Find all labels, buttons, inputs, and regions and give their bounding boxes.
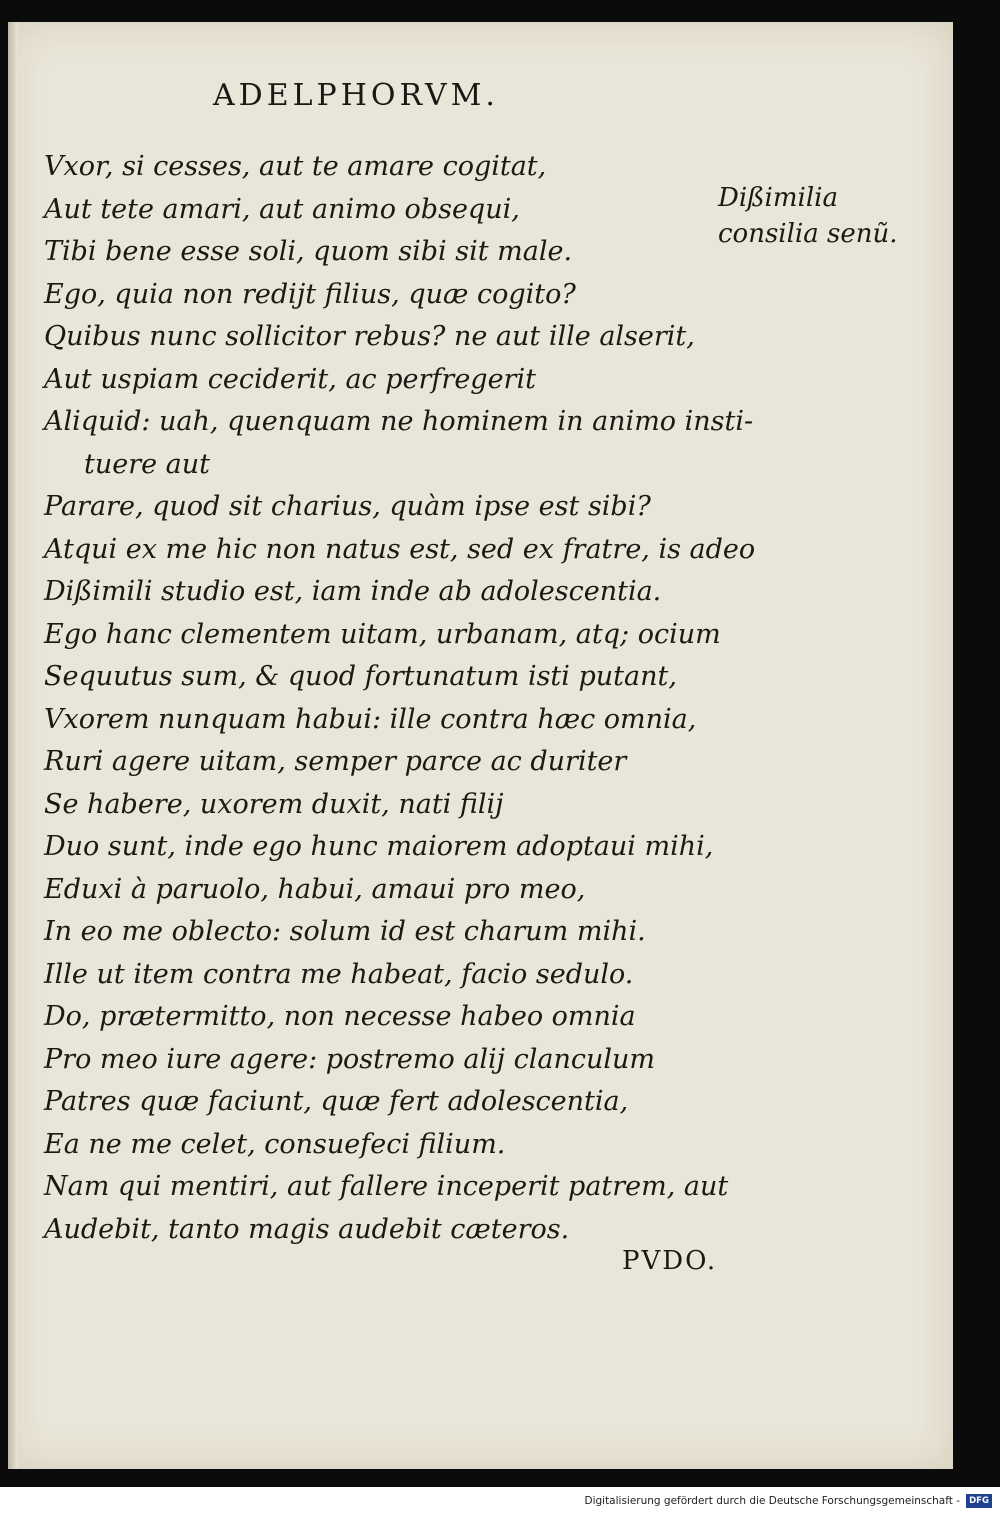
verse-line: Eduxi à paruolo, habui, amaui pro meo, [44, 873, 586, 905]
verse-line: Duo sunt, inde ego hunc maiorem adoptaui mihi, [44, 831, 714, 862]
verse-line: Ea ne me celet, consuefeci filium. [44, 1128, 506, 1160]
verse-line: Atqui ex me hic non natus est, sed ex fratre, is adeo [44, 533, 756, 565]
funding-credit: Digitalisierung gefördert durch die Deutsche Forschungsgemeinschaft - [584, 1495, 960, 1507]
verse-line: Dißimili studio est, iam inde ab adolescentia. [44, 576, 662, 607]
verse-line-continuation: tuere aut [84, 448, 211, 480]
running-header: ADELPHORVM. [213, 78, 499, 113]
verse-line: Ego hanc clementem uitam, urbanam, atq; ocium [44, 618, 721, 650]
verse-line: Aut uspiam ceciderit, ac perfregerit [44, 363, 536, 395]
verse-line: Pro meo iure agere: postremo alij clanculum [44, 1043, 656, 1075]
margin-note-line: consilia senũ. [718, 219, 898, 249]
verse-line: Quibus nunc sollicitor rebus? ne aut ille alserit, [44, 321, 695, 352]
verse-line: Parare, quod sit charius, quàm ipse est sibi? [44, 491, 651, 522]
catchword: PVDO. [622, 1246, 718, 1276]
verse-line: Aliquid: uah, quenquam ne hominem in animo insti- [44, 406, 754, 437]
verse-list [44, 146, 756, 1251]
margin-note [718, 180, 953, 252]
book-page [8, 22, 953, 1469]
verse-line: Audebit, tanto magis audebit cæteros. [44, 1213, 570, 1245]
page-edge-shadow [8, 22, 18, 1469]
verse-line: Ego, quia non redijt filius, quæ cogito? [44, 278, 576, 310]
verse-line: Tibi bene esse soli, quom sibi sit male. [44, 236, 573, 267]
verse-line: Vxorem nunquam habui: ille contra hæc omnia, [44, 703, 697, 735]
verse-line: Do, prætermitto, non necesse habeo omnia [44, 1001, 636, 1032]
verse-line: Ruri agere uitam, semper parce ac duriter [44, 746, 627, 777]
verse-line: Sequutus sum, & quod fortunatum isti putant, [44, 661, 677, 692]
verse-line: Patres quæ faciunt, quæ fert adolescentia, [44, 1086, 629, 1117]
verse-line: Vxor, si cesses, aut te amare cogitat, [44, 151, 547, 182]
verse-line: Nam qui mentiri, aut fallere inceperit patrem, aut [44, 1171, 729, 1202]
verse-line: Ille ut item contra me habeat, facio sedulo. [44, 958, 634, 990]
margin-note-line: Dißimilia [718, 183, 838, 213]
footer-bar [0, 1487, 1000, 1513]
dfg-logo-icon: DFG [966, 1494, 992, 1508]
verse-line: In eo me oblecto: solum id est charum mihi. [44, 916, 646, 947]
verse-line: Aut tete amari, aut animo obsequi, [44, 193, 520, 225]
verse-line: Se habere, uxorem duxit, nati filij [44, 788, 504, 820]
